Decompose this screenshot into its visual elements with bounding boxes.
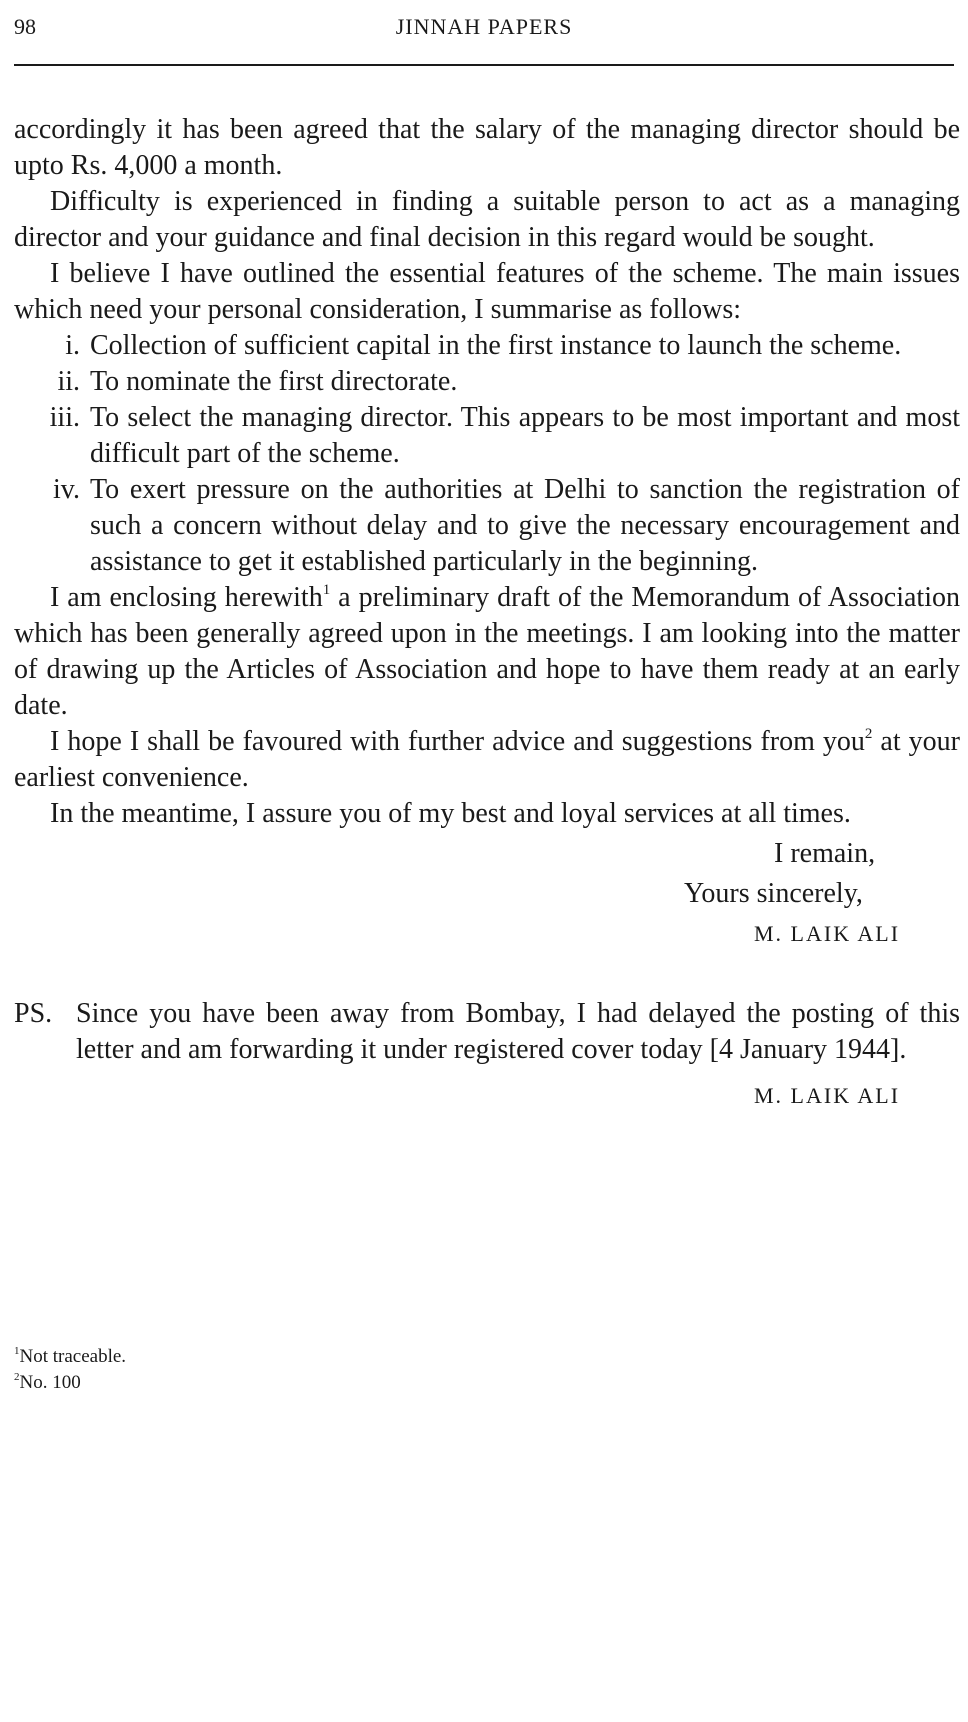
postscript-label: PS. — [14, 998, 53, 1029]
issues-list — [14, 328, 960, 580]
footnote-text: Not traceable. — [19, 1346, 127, 1367]
paragraph: accordingly it has been agreed that the salary of the managing director should be upto Rs. 4,000 a month. — [14, 114, 960, 181]
list-item — [14, 364, 960, 400]
list-item — [14, 328, 960, 364]
list-item — [14, 472, 960, 580]
paragraph: I believe I have outlined the essential features of the scheme. The main issues which need your personal consideration, I summarise as follows: — [14, 258, 960, 325]
postscript-text: Since you have been away from Bombay, I had delayed the posting of this letter and am forwarding it under registered cover today [4 January 1944]. — [76, 998, 960, 1065]
header-rule — [14, 64, 954, 66]
footnote — [14, 1370, 126, 1396]
postscript-signature-row — [14, 1074, 960, 1114]
letter-body — [14, 112, 960, 1114]
closing-block — [14, 836, 960, 960]
list-item-number: ii. — [57, 366, 80, 397]
paragraph — [14, 580, 960, 724]
running-title: JINNAH PAPERS — [395, 14, 573, 39]
closing-line: I remain, — [774, 838, 876, 869]
page-number: 98 — [14, 14, 36, 39]
list-item — [14, 400, 960, 472]
paragraph-text: at your earliest convenience. — [14, 726, 960, 793]
footnote-ref: 1 — [322, 582, 331, 598]
list-item-number: iii. — [49, 402, 80, 433]
list-item-text: Collection of sufficient capital in the first instance to launch the scheme. — [90, 330, 902, 361]
paragraph: Difficulty is experienced in finding a suitable person to act as a managing director and your guidance and final decision in this regard would be sought. — [14, 186, 960, 253]
list-item-number: iv. — [53, 474, 80, 505]
postscript — [14, 996, 960, 1068]
page-header — [14, 14, 954, 44]
footnote-mark: 1 — [14, 1345, 20, 1357]
signature: M. LAIK ALI — [754, 1083, 901, 1108]
list-item-text: To nominate the first directorate. — [90, 366, 458, 397]
footnote — [14, 1344, 126, 1370]
paragraph-text: I hope I shall be favoured with further advice and suggestions from you — [50, 726, 865, 757]
list-item-text: To select the managing director. This appears to be most important and most difficult part of the scheme. — [90, 402, 960, 469]
list-item-number: i. — [65, 330, 80, 361]
paragraph: In the meantime, I assure you of my best and loyal services at all times. — [50, 798, 851, 829]
paragraph-text: a preliminary draft of the Memorandum of Association which has been generally agreed upon in the meetings. I am looking into the matter of drawing up the Articles of Association and hope to have them ready at an early date. — [14, 582, 960, 721]
paragraph-text: I am enclosing herewith — [50, 582, 323, 613]
closing-line: Yours sincerely, — [684, 878, 863, 909]
footnote-ref: 2 — [864, 726, 873, 742]
signature: M. LAIK ALI — [754, 921, 901, 946]
paragraph — [14, 724, 960, 796]
footnotes — [14, 1344, 126, 1396]
footnote-mark: 2 — [14, 1371, 20, 1383]
list-item-text: To exert pressure on the authorities at Delhi to sanction the registration of such a concern without delay and to give the necessary encouragement and assistance to get it established particularly in the beginning. — [90, 474, 960, 577]
footnote-text: No. 100 — [19, 1372, 81, 1393]
